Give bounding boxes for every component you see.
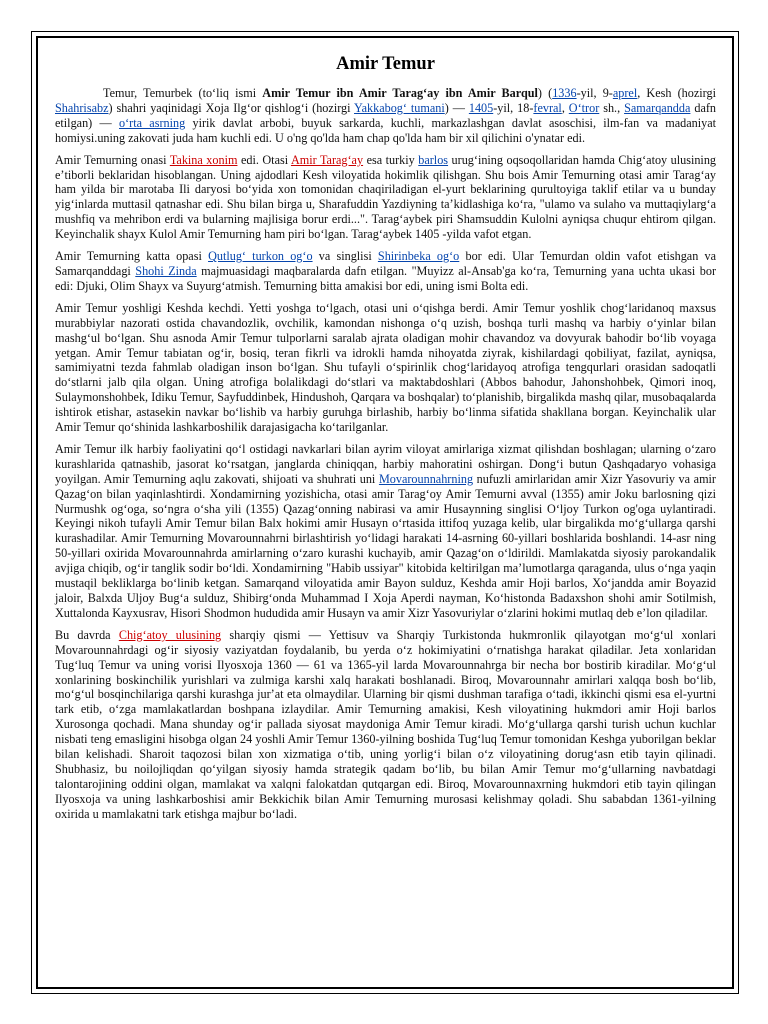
link-shohi-zinda[interactable]: Shohi Zinda xyxy=(135,263,197,278)
text: bor edi. Ular Temurdan oldin vafot etishgan va Samarqanddagi xyxy=(55,249,717,278)
link-movarounnahrning[interactable]: Movarounnahrning xyxy=(378,471,474,486)
text: nufuzli amirlaridan amir Xizr Yasovuriy va amir Qazagʻon bilan yaqinlashtirdi. Xondamirning yozishicha, otasi amir Taragʻoy Amir Temurni avval (1355) amir Joku barlosning qizi Nurmushk ogʻoga, soʻngra oʻsha yili (1355) Qazagʻonning nabirasi va amir Husaynning singlisi Oʻljoy Turkon og'oga uylantiradi. Keyingi nikoh tufayli Amir Temur bilan Balx hokimi amir Husayn oʻrtasida ittifoq yuzaga kelib, ular birgalikda moʻgʻullarga qarshi kurashadilar. Amir Temurning Movarounnahrni birlashtirish yoʻlidagi harakati 14-asrning 60-yillari boshlarida boshlandi. 14-asr ning 50-yillari oxirida Movarounnahrda amirlarning oʻzaro kurashi kuchayib, amir Qazagʻon oʻldirildi. Mamlakatda siyosiy parokandalik avjiga chiqib, ogʻir tanglik sodir boʻldi. Xondamirning "Habib ussiyar" kitobida keltirilgan maʼlumotlarga qaraganda, ulus oʻnga yaqin mustaqil bekliklarga boʻlinib ketgan. Samarqand viloyatida amir Bayon sulduz, Keshda amir Hoji barlos, Xoʻjandda amir Boyazid jaloir, Balxda Uljoy Bugʻa sulduz, Shibirgʻonda Muhammad I Xoja Aperdi nayman, Koʻhistonda Badaxshon shohi amir Sotilmish, Xuttalonda Kayxusrav, Hisori Shodmon hududida amir Husayn va amir Xizr Yasovuriylar oʻzlarini hokimi mutlaq deb eʼlon qiladilar. xyxy=(55,471,716,620)
text: va singlisi xyxy=(312,249,378,264)
link-otror[interactable]: Oʻtror xyxy=(568,100,600,115)
text: Bu davrda xyxy=(55,627,119,642)
text: sharqiy qismi — Yettisuv va Sharqiy Turkistonda hukmronlik qilayotgan moʻgʻul xonlari Movarounnahrdagi ogʻir siyosiy vaziyatdan foydalanib, bu yerda oʻz hokimiyatini oʻrnatishga harakat qiladilar. Jeta xonlaridan Tugʻluq Temur va uning vorisi Ilyosxoja 1360 — 61 va 1365-yil larda Movarounnahrga bir necha bor bostirib kiradilar. Moʻgʻul xonlarining boskinchilik yurishlari va zulmiga karshi xalq harakati boshlanadi. Biroq, Movarounnahr amirlari xalqqa bosh boʻlib, moʻgʻul bosqinchilariga qarshi kurashga jurʼat eta olmaydilar. Ularning bir qismi dushman tarafiga oʻtadi, ikkinchi qismi esa el-yurtni tark etib, oʻzga mamlakatlardan boshpana izlaydilar. Amir Temurning amakisi, Kesh viloyatining hukmdori amir Hoji barlos Xurosonga qochadi. Mana shunday ogʻir pallada siyosat maydoniga Amir Temur kiradi. Moʻgʻullarga qarshi turish uchun kuchlar nisbati teng emasligini hisobga olgan 24 yoshli Amir Temur 1360-yilning boshida Tugʻluq Temur tomonidan Keshga yuborilgan beklar bilan kelishadi. Sharoit taqozosi bilan xon xizmatiga oʻtib, uning yorligʻi bilan oʻz viloyatining dorugʻasn etib tayin qilinadi. Shubhasiz, bu noilojliqdan qoʻyilgan siyosiy hamda strategik qadam boʻlib, bu bilan Amir Temur moʻgʻullarning navbatdagi talontarojining oddini olgan, mamlakat va xalqni falokatdan qutqargan edi. Biroq, Movarounnaxrning hukmdori etib tayin qilingan Ilyosxoja va uning lashkarboshisi amir Bekkichik bilan Amir Temurning murosasi kelishmay qoladi. Shu sababdan 1361-yilning oxirida u mamlakatni tark etishga majbur boʻladi. xyxy=(55,627,716,821)
text: -yil, 18- xyxy=(493,100,534,115)
text: , Kesh (hozirgi xyxy=(637,86,716,100)
link-aprel[interactable]: aprel xyxy=(612,86,638,100)
document-body xyxy=(55,52,716,829)
text: urugʻining oqsoqollaridan hamda Chigʻatoy ulusining eʼtiborli beklaridan hisoblangan. Uning ajdodlari Kesh viloyatida hokimlik qilishgan. Shu bois Amir Temurning otasi amir Taragʻay ham yilda bir marotaba Ili daryosi boʻyida xon tomonidan chaqiriladigan el-yurt beklarining qurultoyiga taklif etilar va u bunday yigʻinlarda muttasil qatnashar edi. Shu bilan birga u, Sharafuddin Yazdiyning taʼkidlashiga koʻra, "ulamo va sulaho va muttaqiylargʻa mushfiq va mehribon erdi va bularning majlisiga borur erdi...". Taragʻaybek piri Shamsuddin Kulolni ayniqsa chuqur ehtirom qilgan. Keyinchalik shayx Kulol Amir Temurning ham piri boʻlgan. Taragʻaybek 1405 -yilda vafot etgan. xyxy=(55,152,717,242)
text: yirik davlat arbobi, buyuk sarkarda, kuchli, markazlashgan davlat asoschisi, ilm-fan va madaniyat homiysi.uning zakovati juda ham kuchli edi. U o'ng qo'lda ham chap qo'lda ham bir xil qilichini o'ynatar edi. xyxy=(55,115,717,145)
text: ) — xyxy=(444,100,469,115)
text: edi. Otasi xyxy=(237,152,291,167)
text: majmuasidagi maqbaralarda dafn etilgan. "Muyizz al-Ansab'ga koʻra, Temurning yana uchta ukasi bor edi: Djuki, Olim Shayx va Suyurgʻatmish. Temurning bitta amakisi bor edi, uning ismi Bolta edi. xyxy=(55,263,717,293)
text: ) ( xyxy=(537,86,553,100)
text: Amir Temurning katta opasi xyxy=(55,249,209,264)
link-fevral[interactable]: fevral xyxy=(533,100,562,115)
text: sh., xyxy=(599,100,625,115)
paragraph-military-career xyxy=(55,442,716,621)
text: Amir Temurning onasi xyxy=(55,152,170,167)
text: -yil, 9- xyxy=(576,86,613,100)
text: Amir Temur ilk harbiy faoliyatini qoʻl ostidagi navkarlari bilan ayrim viloyat amirlariga xizmat qilishdan boshlagan; ularning oʻzaro kurashlarida qatnashib, jasorat koʻrsatgan, janglarda chiniqqan, harbiy mahoratini oshirgan. Dongʻi butun Qashqadaryo vohasiga yoyilgan. Amir Temurning aqlu zakovati, shijoati va shuhrati uni xyxy=(55,441,716,486)
text: dafn etilgan) — xyxy=(55,100,717,130)
paragraph-intro xyxy=(55,86,716,146)
link-samarqandda[interactable]: Samarqandda xyxy=(624,100,691,115)
paragraph-youth: Amir Temur yoshligi Keshda kechdi. Yetti yoshga toʻlgach, otasi uni oʻqishga berdi. Amir Temur yoshlik chogʻlaridanoq maxsus murabbiylar nazorati ostida chavandozlik, ovchilik, kamondan nishonga oʻq uzish, boshqa turli mashq va harbiy oʻyinlar bilan mashgʻul boʻlgan. Shu asnoda Amir Temur tulporlarni saralab ajrata oladigan mohir chavandoz va dovyurak bahodir boʻlib voyaga yetgan. Amir Temur tabiatan ogʻir, bosiq, teran fikrli va idrokli hamda nihoyatda ziyrak, kishilardagi qobiliyat, fazilat, ayniqsa, samimiyatni tezda fahmlab oladigan inson boʻlgan. Shu tufayli oʻspirinlik chogʻlaridayoq atrofiga tengqurlari orasidan sadoqatli doʻstlarni jalb qila olgan. Uning atrofiga bolalikdagi doʻstlari va maktabdoshlari (Abbos bahodur, Jahonshohbek, Qimori inoq, Sulaymonshohbek, Idiku Temur, Sayfuddinbek, Hindushoh, Qarqara va boshqalar) toʻplanishib, birgalikda mashq qilar, musobaqalarda ishtirok etishar, astasekin navkar boʻlishib va harbiy guruhga birlashib, harbiy boʻlinma sifatida shakllana borgan. Keyinchalik ular Amir Temur qoʻshinida lashkarboshilik darajasigacha koʻtarilganlar. xyxy=(55,300,716,435)
link-orta-asrning[interactable]: oʻrta asrning xyxy=(119,115,186,130)
link-takina-xonim[interactable]: Takina xonim xyxy=(169,152,238,167)
link-1405[interactable]: 1405 xyxy=(468,100,494,115)
text: esa turkiy xyxy=(363,152,419,167)
link-shirinbeka-ogo[interactable]: Shirinbeka ogʻo xyxy=(377,249,460,264)
paragraph-siblings xyxy=(55,249,716,294)
text: ) shahri yaqinidagi Xoja Ilgʻor qishlogʻi (hozirgi xyxy=(108,100,355,115)
paragraph-chigatoy-ulus xyxy=(55,628,716,822)
link-shahrisabz[interactable]: Shahrisabz xyxy=(55,100,109,115)
link-barlos[interactable]: barlos xyxy=(418,152,449,167)
full-name: Amir Temur ibn Amir Taragʻay ibn Amir Barqul xyxy=(262,86,538,100)
link-qutlug-turkon-ogo[interactable]: Qutlugʻ turkon ogʻo xyxy=(208,249,313,264)
text: Temur, Temurbek (toʻliq ismi xyxy=(103,86,263,100)
link-yakkabog-tumani[interactable]: Yakkabogʻ tumani xyxy=(354,100,445,115)
page-inner-border xyxy=(36,36,734,989)
link-amir-taragay[interactable]: Amir Taragʻay xyxy=(290,152,364,167)
text: , xyxy=(561,100,569,115)
link-1336[interactable]: 1336 xyxy=(552,86,577,100)
page-title: Amir Temur xyxy=(336,54,435,74)
paragraph-parents xyxy=(55,153,716,242)
link-chigatoy-ulusining[interactable]: Chigʻatoy ulusining xyxy=(118,627,222,642)
